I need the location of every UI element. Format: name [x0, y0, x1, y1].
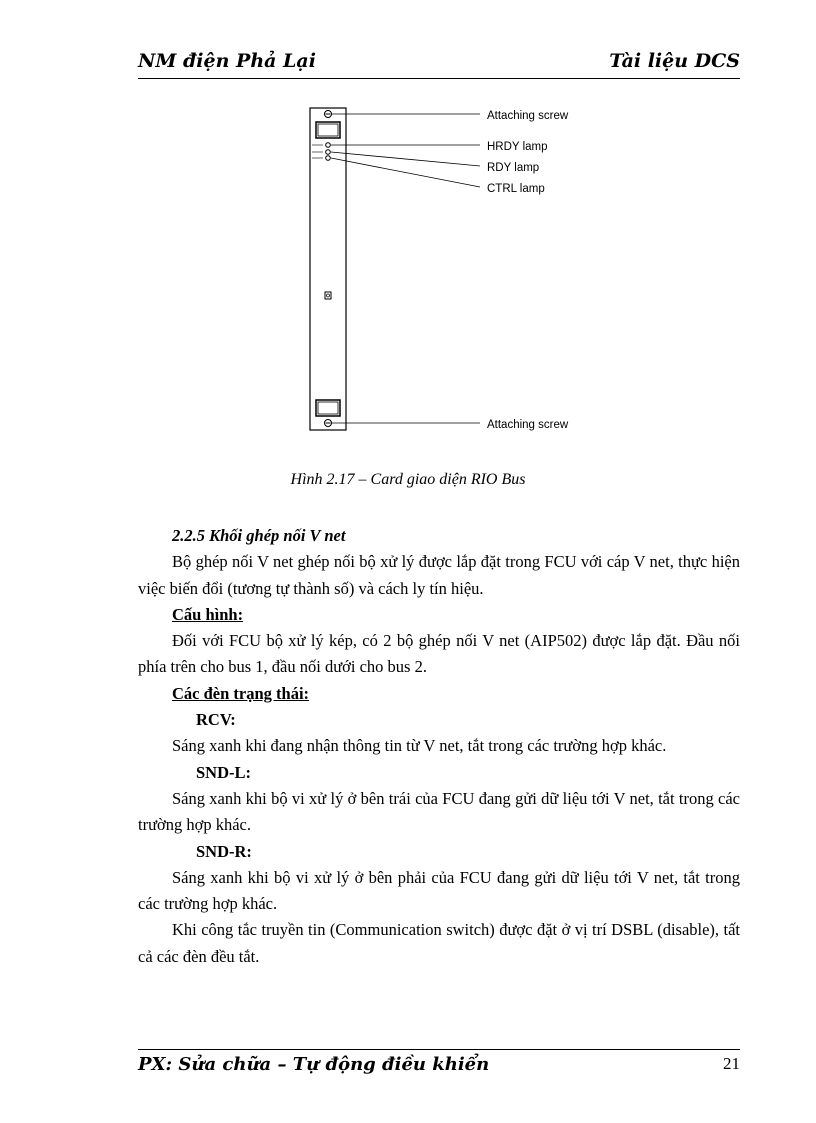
page-header: [138, 50, 740, 76]
lamp-snd-r-title: SND-R:: [196, 841, 252, 861]
label-attaching-screw-top: Attaching screw: [487, 110, 569, 122]
lamp-snd-l-desc: Sáng xanh khi bộ vi xử lý ở bên trái của FCU đang gửi dữ liệu tới V net, tắt trong các trường hợp khác.: [138, 788, 740, 835]
ctrl-lamp-icon: [326, 156, 331, 161]
config-heading: Cấu hình:: [172, 604, 244, 624]
label-attaching-screw-bottom: Attaching screw: [487, 419, 569, 431]
leader-ctrl: [331, 158, 480, 187]
rdy-lamp-icon: [326, 150, 331, 155]
intro-paragraph: Bộ ghép nối V net ghép nối bộ xử lý được lắp đặt trong FCU với cáp V net, thực hiện việc biến đổi (tương tự thành số) và cách ly tín hiệu.: [138, 552, 740, 598]
hrdy-lamp-icon: [326, 143, 331, 148]
rio-bus-card-figure: [290, 100, 610, 440]
label-rdy-lamp: RDY lamp: [487, 162, 540, 174]
header-right-title: Tài liệu DCS: [609, 50, 740, 72]
config-paragraph: Đối với FCU bộ xử lý kép, có 2 bộ ghép nối V net (AIP502) được lắp đặt. Đầu nối phía trên cho bus 1, đầu nối dưới cho bus 2.: [138, 631, 740, 677]
body-text: [138, 523, 740, 970]
label-hrdy-lamp: HRDY lamp: [487, 141, 548, 153]
leader-rdy: [331, 152, 480, 166]
section-title: 2.2.5 Khối ghép nối V net: [172, 526, 346, 545]
lamp-rcv-desc: Sáng xanh khi đang nhận thông tin từ V net, tắt trong các trường hợp khác.: [172, 736, 667, 756]
footer-department: PX: Sửa chữa – Tự động điều khiển: [138, 1054, 490, 1075]
header-rule: [138, 78, 740, 79]
page-footer: [138, 1054, 740, 1078]
lamp-snd-r-desc: Sáng xanh khi bộ vi xử lý ở bên phải của FCU đang gửi dữ liệu tới V net, tắt trong các trường hợp khác.: [138, 867, 740, 914]
header-left-title: NM điện Phả Lại: [138, 50, 316, 72]
figure-caption: Hình 2.17 – Card giao diện RIO Bus: [290, 471, 526, 488]
status-heading: Các đèn trạng thái:: [172, 683, 310, 703]
lamp-snd-l-title: SND-L:: [196, 762, 252, 782]
rio-bus-card-diagram: [290, 100, 610, 440]
page-number: 21: [723, 1054, 740, 1073]
middle-connector-icon: [325, 292, 331, 299]
label-ctrl-lamp: CTRL lamp: [487, 183, 545, 195]
lamp-rcv-title: RCV:: [196, 710, 236, 730]
footer-rule: [138, 1049, 740, 1050]
closing-paragraph: Khi công tắc truyền tin (Communication switch) được đặt ở vị trí DSBL (disable), tất cả các đèn đều tắt.: [138, 920, 740, 966]
